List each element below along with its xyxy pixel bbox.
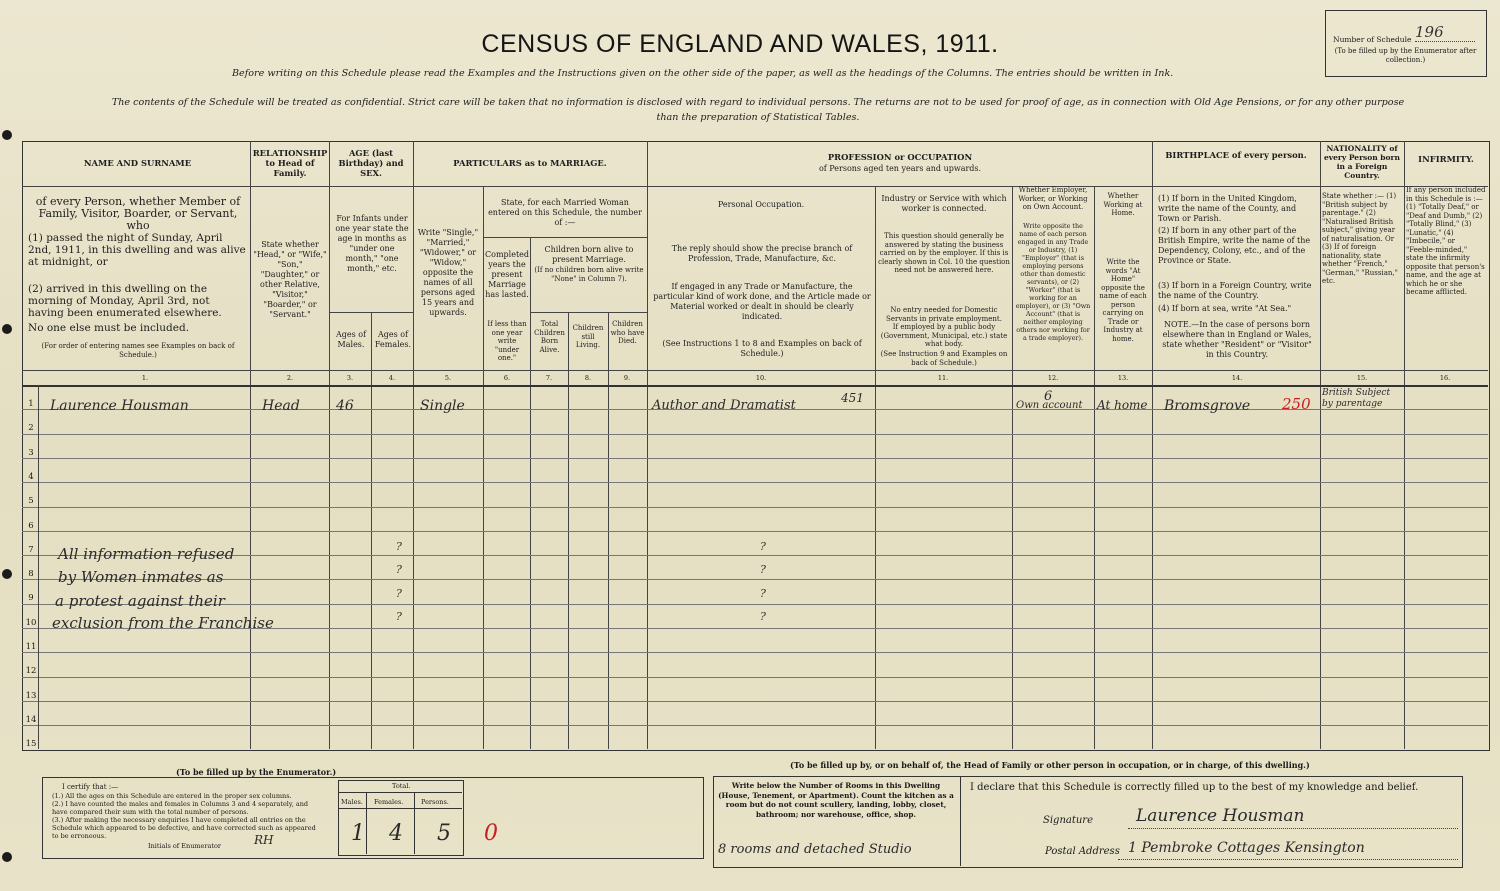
column-number: 16.	[1439, 374, 1451, 382]
col-birthplace-rule3: (3) If born in a Foreign Country, write the name of the Country.	[1158, 281, 1312, 300]
enumerator-initials[interactable]: RH	[254, 833, 274, 847]
col-age-males: Ages of Males.	[335, 330, 367, 349]
col-home-head: Whether Working at Home.	[1103, 192, 1143, 217]
row-line	[22, 677, 1488, 678]
row-number: 9	[28, 593, 34, 604]
entry-occupation-code: 451	[841, 391, 864, 405]
entry-marital[interactable]: Single	[420, 398, 465, 414]
header-divider	[329, 312, 413, 313]
col-age-females: Ages of Females.	[374, 330, 412, 349]
totals-divider	[414, 792, 415, 854]
punch-hole-icon	[2, 852, 12, 862]
column-divider	[647, 141, 648, 749]
query-mark: ?	[760, 540, 766, 553]
row-line	[22, 507, 1488, 508]
column-divider	[530, 237, 531, 749]
col-birthplace-head: BIRTHPLACE of every person.	[1165, 150, 1307, 160]
column-number: 7.	[545, 374, 553, 382]
header-divider	[22, 186, 1488, 187]
red-mark: 0	[484, 821, 498, 846]
col-personal-desc1: The reply should show the precise branch of Profession, Trade, Manufacture, &c.	[671, 244, 853, 263]
row-number: 15	[25, 739, 37, 750]
row-number: 13	[25, 690, 37, 701]
col-birthplace-rule1: (1) If born in the United Kingdom, write the name of the County, and Town or Parish.	[1158, 194, 1297, 223]
entry-birthplace[interactable]: Bromsgrove	[1164, 398, 1251, 414]
column-number: 14.	[1231, 374, 1243, 382]
entry-employment-code: 6	[1044, 389, 1053, 404]
row-number: 10	[25, 617, 37, 628]
punch-hole-icon	[2, 130, 12, 140]
column-number: 12.	[1047, 374, 1059, 382]
col-children-note: (If no children born alive write "None" in Column 7).	[534, 266, 644, 283]
col-industry-desc4: (See Instruction 9 and Examples on back of Schedule.)	[880, 350, 1008, 367]
col-age-head: AGE (last Birthday) and SEX.	[338, 148, 404, 178]
enumerator-heading: (To be filled up by the Enumerator.)	[176, 767, 337, 777]
row-line	[22, 652, 1488, 653]
totals-divider	[338, 792, 462, 793]
column-number: 5.	[444, 374, 452, 382]
col-industry-desc1: This question should generally be answered by stating the business carried on by the employer. If this is clearly shown in Col. 10 the question need not be answered here.	[878, 232, 1010, 274]
col-name-rule3: No one else must be included.	[28, 322, 190, 334]
col-relationship-head: RELATIONSHIP to Head of Family.	[252, 148, 328, 178]
head-section-divider	[960, 776, 961, 866]
column-divider	[1094, 186, 1095, 749]
col-completed-note: If less than one year write "under one."	[487, 320, 527, 362]
query-mark: ?	[760, 610, 766, 623]
column-number: 3.	[346, 374, 354, 382]
row-number: 3	[28, 447, 34, 458]
row-number: 2	[28, 423, 34, 434]
col-occupation-head: PROFESSION or OCCUPATION	[827, 152, 973, 162]
col-occupation-sub: of Persons aged ten years and upwards.	[818, 164, 982, 173]
column-number: 11.	[937, 374, 949, 382]
col-personal-occupation: Personal Occupation.	[717, 200, 805, 209]
protest-line-4: exclusion from the Franchise	[52, 614, 274, 632]
column-number: 9.	[623, 374, 631, 382]
col-name-desc: of every Person, whether Member of Family, Visitor, Boarder, or Servant, who	[35, 195, 241, 232]
col-nationality-head: NATIONALITY of every Person born in a Foreign Country.	[1324, 144, 1400, 180]
column-divider	[875, 186, 876, 749]
col-birthplace-rule4: (4) If born at sea, write "At Sea."	[1158, 304, 1292, 313]
head-section-heading: (To be filled up by, or on behalf of, the Head of Family or other person in occupation, or in charge, of this dwelling.)	[790, 760, 1310, 770]
schedule-number-note: (To be filled up by the Enumerator after collection.)	[1334, 47, 1477, 64]
header-divider	[483, 237, 647, 238]
col-employer-head: Whether Employer, Worker, or Working on Own Account.	[1018, 186, 1088, 211]
row-line	[22, 531, 1488, 532]
column-divider	[1404, 141, 1405, 749]
column-divider	[413, 141, 414, 749]
column-divider	[1152, 141, 1153, 749]
row-line	[22, 482, 1488, 483]
row-number-divider	[38, 385, 39, 749]
col-infirmity-desc: If any person included in this Schedule is :— (1) "Totally Deaf," or "Deaf and Dumb," (2) "Totally Blind," (3) "Lunatic," (4) "Imbecile," or "Feeble-minded," state the infirmity opposite that person's name, and the age at which he or she became afflicted.	[1406, 186, 1486, 296]
column-number: 15.	[1356, 374, 1368, 382]
row-line	[22, 555, 1488, 556]
postal-address[interactable]: 1 Pembroke Cottages Kensington	[1128, 840, 1365, 856]
signature-line	[1128, 828, 1458, 829]
entry-relationship[interactable]: Head	[262, 398, 300, 414]
entry-home[interactable]: At home	[1097, 398, 1148, 412]
row-number: 7	[28, 544, 34, 555]
enumerator-certify: I certify that :—	[62, 783, 119, 791]
row-number: 5	[28, 496, 34, 507]
row-number: 8	[28, 569, 34, 580]
col-personal-desc3: (See Instructions 1 to 8 and Examples on back of Schedule.)	[662, 339, 862, 358]
schedule-number-label: Number of Schedule	[1333, 35, 1412, 44]
col-children-living: Children still Living.	[572, 324, 604, 349]
column-number: 10.	[755, 374, 767, 382]
row-line	[22, 725, 1488, 726]
instructions: Before writing on this Schedule please read the Examples and the Instructions given on the other side of the paper, as well as the headings of the Columns. The entries should be written in Ink.	[232, 68, 1174, 79]
row-number: 4	[28, 471, 34, 482]
page-title: CENSUS OF ENGLAND AND WALES, 1911.	[481, 30, 999, 58]
entry-age-male[interactable]: 46	[336, 398, 354, 414]
column-divider	[483, 186, 484, 749]
rooms-entry[interactable]: 8 rooms and detached Studio	[718, 842, 912, 857]
enumerator-initials-label: Initials of Enumerator	[148, 842, 222, 850]
col-relationship-desc: State whether "Head," or "Wife," "Son," "Daughter," or other Relative, "Visitor," "Boarder," or "Servant."	[253, 240, 327, 319]
col-marriage-head: PARTICULARS as to MARRIAGE.	[453, 158, 607, 168]
protest-line-1: All information refused	[58, 545, 235, 563]
totals-label: Total.	[392, 782, 411, 790]
query-mark: ?	[396, 610, 402, 623]
row-number: 12	[25, 666, 37, 677]
signature-label: Signature	[1043, 815, 1094, 826]
col-infirmity-head: INFIRMITY.	[1418, 154, 1474, 164]
row-number: 11	[25, 642, 37, 652]
col-employer-desc: Write opposite the name of each person engaged in any Trade or Industry, (1) "Employer" (that is employing persons other than domestic servants), or (2) "Worker" (that is working for an employer), or (3) "Own Account" (that is neither employing others nor working for a trade employer).	[1015, 222, 1091, 342]
row-number: 1	[28, 399, 34, 409]
query-mark: ?	[396, 540, 402, 553]
punch-hole-icon	[2, 569, 12, 579]
total-males[interactable]: 1	[351, 821, 365, 846]
col-personal-desc2: If engaged in any Trade or Manufacture, the particular kind of work done, and the Article made or Material worked or dealt in should be clearly indicated.	[653, 282, 871, 321]
col-industry-head: Industry or Service with which worker is connected.	[881, 194, 1007, 213]
column-number: 6.	[503, 374, 511, 382]
entry-name[interactable]: Laurence Housman	[50, 398, 189, 414]
confidential-notice: The contents of the Schedule will be treated as confidential. Strict care will be taken that no information is disclosed with regard to individual persons. The returns are not to be used for proof of age, as in connection with Old Age Pensions, or for any other purpose	[111, 97, 1405, 108]
query-mark: ?	[396, 563, 402, 576]
row-line	[22, 701, 1488, 702]
column-number: 2.	[286, 374, 294, 382]
col-home-desc: Write the words "At Home" opposite the name of each person carrying on Trade or Industry at home.	[1099, 258, 1147, 343]
header-divider	[22, 385, 1488, 387]
col-married-woman: State, for each Married Woman entered on this Schedule, the number of :—	[488, 198, 642, 227]
row-number: 6	[28, 520, 34, 531]
col-name-head: NAME AND SURNAME	[83, 158, 192, 168]
totals-divider	[338, 808, 462, 809]
col-name-rule1: (1) passed the night of Sunday, April 2nd, 1911, in this dwelling and was alive at midnight, or	[28, 232, 246, 268]
row-line	[22, 434, 1488, 435]
column-divider	[329, 141, 330, 749]
enumerator-c2: (2.) I have counted the males and females in Columns 3 and 4 separately, and have compared their sum with the total number of persons.	[52, 800, 309, 816]
col-birthplace-note: NOTE.—In the case of persons born elsewhere than in England or Wales, state whether "Resident" or "Visitor" in this Country.	[1162, 320, 1312, 359]
query-mark: ?	[760, 563, 766, 576]
punch-hole-icon	[2, 324, 12, 334]
rooms-instruction: Write below the Number of Rooms in this Dwelling (House, Tenement, or Apartment). Count the kitchen as a room but do not count scullery, landing, lobby, closet, bathroom; nor warehouse, office, shop.	[718, 781, 954, 819]
schedule-number[interactable]: 196	[1415, 23, 1475, 42]
col-nationality-desc: State whether :— (1) "British subject by parentage." (2) "Naturalised British subject," giving year of naturalisation. Or (3) If of foreign nationality, state whether "French," "German," "Russian," etc.	[1322, 192, 1398, 285]
header-divider	[530, 312, 647, 313]
total-persons[interactable]: 5	[437, 821, 451, 846]
column-number: 1.	[141, 374, 149, 382]
column-number: 13.	[1117, 374, 1129, 382]
column-divider	[250, 141, 251, 749]
address-line	[1118, 859, 1458, 860]
col-children-born: Children born alive to present Marriage.	[544, 245, 634, 264]
row-line	[22, 458, 1488, 459]
col-marriage-write: Write "Single," "Married," "Widower," or "Widow," opposite the names of all persons aged 15 years and upwards.	[417, 228, 479, 317]
column-number: 4.	[388, 374, 396, 382]
entry-birthplace-code: 250	[1282, 395, 1311, 413]
col-industry-desc2: No entry needed for Domestic Servants in private employment.	[886, 306, 1002, 323]
query-mark: ?	[396, 587, 402, 600]
signature[interactable]: Laurence Housman	[1136, 806, 1305, 826]
col-birthplace-rule2: (2) If born in any other part of the British Empire, write the name of the Dependency, Colony, etc., and of the Province or State.	[1158, 226, 1311, 265]
protest-line-2: by Women inmates as	[58, 568, 224, 586]
column-number: 8.	[584, 374, 592, 382]
row-number: 14	[25, 714, 37, 725]
enumerator-c3: (3.) After making the necessary enquiries I have completed all entries on the Schedule which appeared to be defective, and have corrected such as appeared to be erroneous.	[52, 816, 316, 840]
col-name-note: (For order of entering names see Examples on back of Schedule.)	[41, 342, 235, 359]
row-line	[22, 579, 1488, 580]
column-divider	[1320, 141, 1321, 749]
protest-line-3: a protest against their	[55, 592, 225, 610]
row-line	[22, 604, 1488, 605]
col-children-died: Children who have Died.	[610, 320, 645, 345]
column-divider	[1012, 186, 1013, 749]
persons-label: Persons.	[421, 798, 449, 806]
males-label: Males.	[341, 798, 363, 806]
enumerator-c1: (1.) All the ages on this Schedule are entered in the proper sex columns.	[52, 792, 292, 800]
entry-occupation[interactable]: Author and Dramatist	[652, 398, 796, 413]
total-females[interactable]: 4	[389, 821, 403, 846]
col-name-rule2: (2) arrived in this dwelling on the morning of Monday, April 3rd, not having been enumerated elsewhere.	[28, 283, 222, 319]
entry-nationality[interactable]: British Subject by parentage	[1322, 388, 1391, 409]
declaration: I declare that this Schedule is correctly filled up to the best of my knowledge and belief.	[970, 782, 1419, 793]
col-completed-years: Completed years the present Marriage has lasted.	[485, 250, 530, 299]
header-divider	[22, 370, 1488, 371]
query-mark: ?	[760, 587, 766, 600]
col-age-desc: For Infants under one year state the age in months as "under one month," "one month," etc.	[335, 214, 409, 273]
address-label: Postal Address	[1045, 846, 1120, 857]
confidential-notice-cont: than the preparation of Statistical Tables.	[656, 112, 860, 123]
col-industry-desc3: If employed by a public body (Government, Municipal, etc.) state what body.	[880, 323, 1008, 348]
totals-divider	[366, 792, 367, 854]
col-total-children: Total Children Born Alive.	[534, 320, 565, 354]
females-label: Females.	[374, 798, 404, 806]
entry-employment[interactable]: Own account	[1016, 400, 1083, 411]
